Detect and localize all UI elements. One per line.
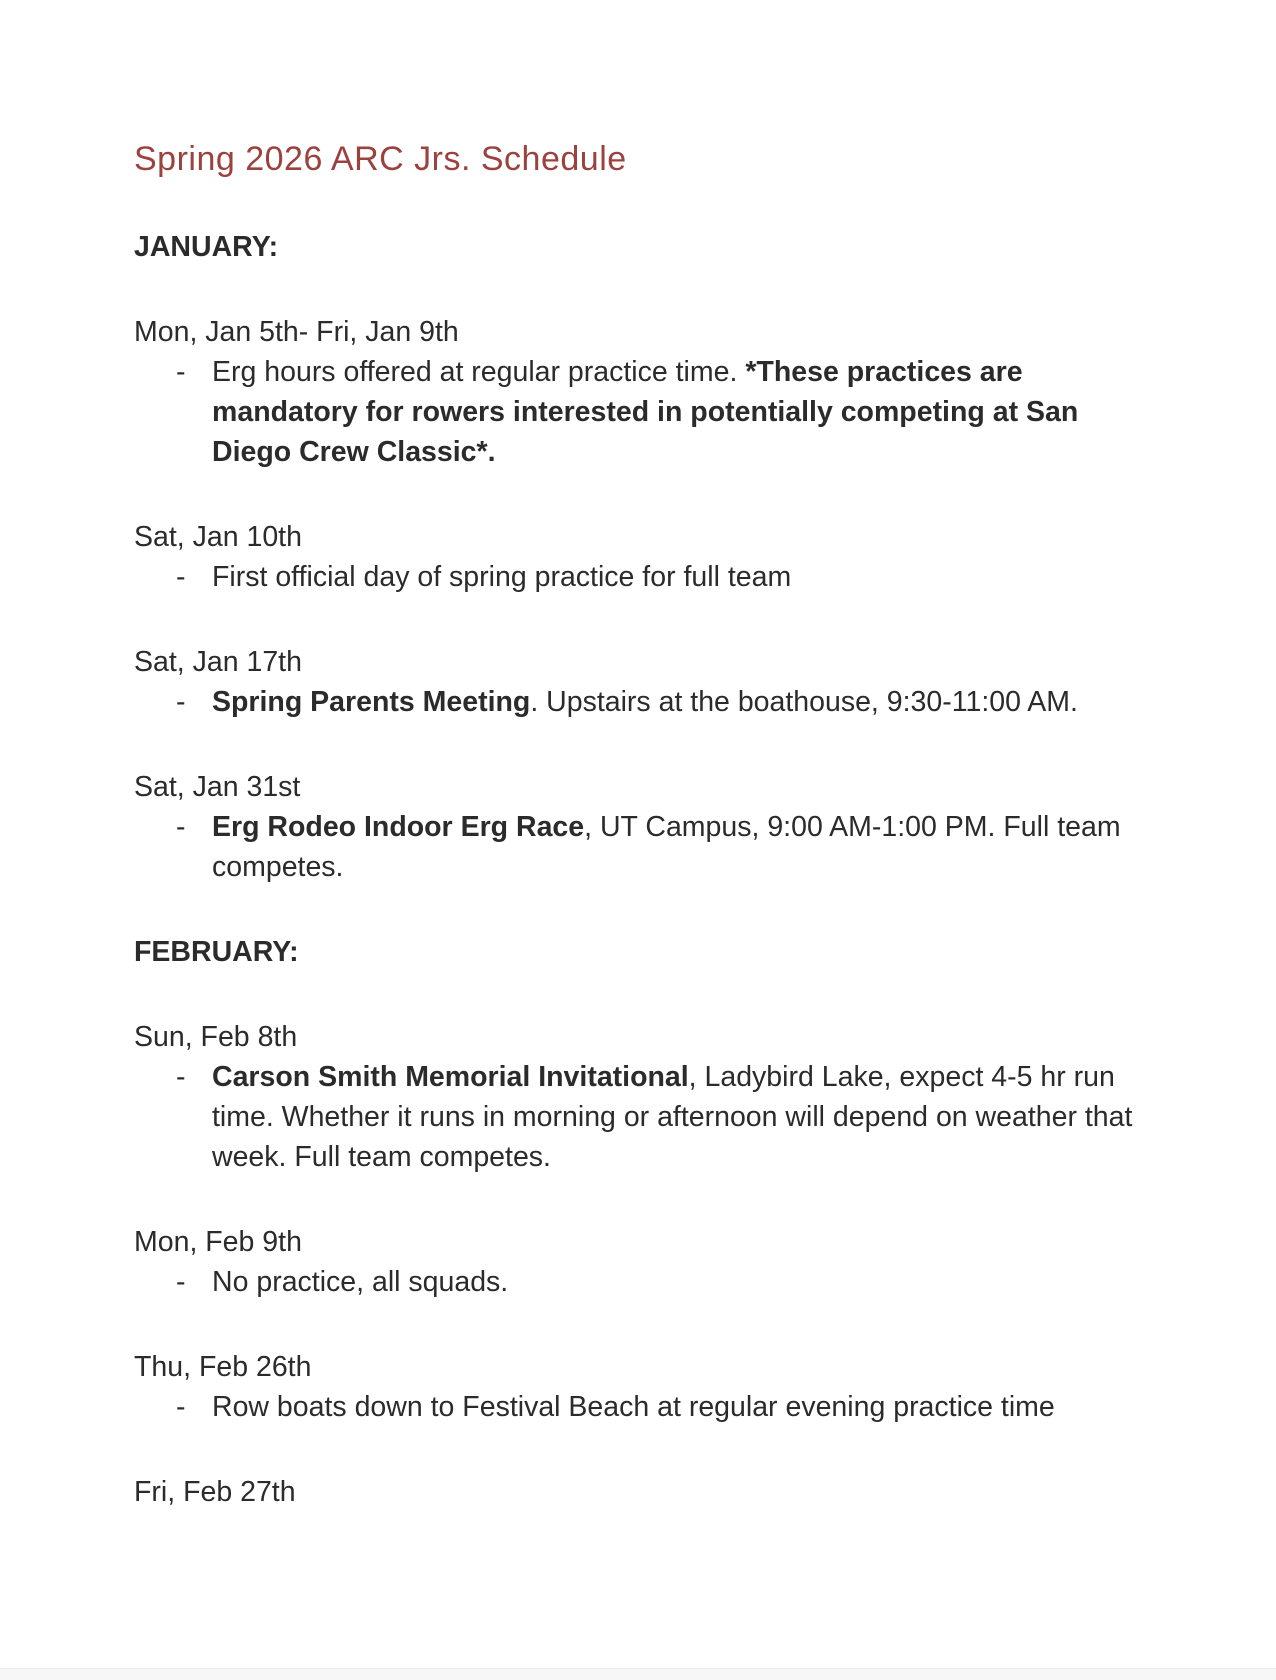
schedule-event: [134, 1472, 1154, 1512]
schedule-event: [134, 1222, 1154, 1302]
schedule-section: [134, 227, 1154, 887]
bullet-text: Row boats down to Festival Beach at regular evening practice time: [212, 1391, 1055, 1423]
bullet-text: Carson Smith Memorial Invitational, Ladybird Lake, expect 4-5 hr run time. Whether it runs in morning or afternoon will depend on weather that week. Full team competes.: [212, 1061, 1133, 1173]
bullet-text: First official day of spring practice for full team: [212, 561, 792, 593]
schedule-event: [134, 312, 1154, 472]
event-bullets: [134, 352, 1154, 472]
event-bullets: [134, 1387, 1154, 1427]
document-body: [134, 227, 1154, 1512]
event-date: Thu, Feb 26th: [134, 1351, 312, 1383]
bullet-dash: -: [176, 356, 186, 388]
event-bullet-item: [134, 557, 1154, 597]
event-date: Sat, Jan 10th: [134, 521, 302, 553]
schedule-event: [134, 1347, 1154, 1427]
bullet-dash: -: [176, 686, 186, 718]
event-bullet-item: [134, 807, 1154, 887]
schedule-event: [134, 517, 1154, 597]
event-bullets: [134, 1262, 1154, 1302]
bullet-dash: -: [176, 1061, 186, 1093]
schedule-section: [134, 932, 1154, 1512]
event-date: Fri, Feb 27th: [134, 1476, 296, 1508]
event-bullet-item: [134, 1057, 1154, 1177]
bullet-text: Spring Parents Meeting. Upstairs at the boathouse, 9:30-11:00 AM.: [212, 686, 1078, 718]
event-bullets: [134, 1057, 1154, 1177]
schedule-event: [134, 1017, 1154, 1177]
event-bullets: [134, 557, 1154, 597]
bullet-text: Erg Rodeo Indoor Erg Race, UT Campus, 9:00 AM-1:00 PM. Full team competes.: [212, 811, 1121, 883]
section-events: [134, 312, 1154, 887]
event-bullets: [134, 807, 1154, 887]
event-bullet-item: [134, 352, 1154, 472]
event-date: Mon, Feb 9th: [134, 1226, 302, 1258]
bullet-text: No practice, all squads.: [212, 1266, 509, 1298]
event-bullet-item: [134, 1387, 1154, 1427]
event-date: Mon, Jan 5th- Fri, Jan 9th: [134, 316, 459, 348]
event-date: Sat, Jan 31st: [134, 771, 301, 803]
event-date: Sat, Jan 17th: [134, 646, 302, 678]
page-bottom-edge: [0, 1668, 1276, 1680]
bullet-dash: -: [176, 561, 186, 593]
event-bullet-item: [134, 682, 1154, 722]
event-bullet-item: [134, 1262, 1154, 1302]
document-title: Spring 2026 ARC Jrs. Schedule: [134, 140, 627, 178]
schedule-event: [134, 767, 1154, 887]
bullet-dash: -: [176, 1266, 186, 1298]
section-heading: JANUARY:: [134, 231, 279, 263]
schedule-event: [134, 642, 1154, 722]
bullet-text: Erg hours offered at regular practice time. *These practices are mandatory for rowers interested in potentially competing at San Diego Crew Classic*.: [212, 356, 1079, 468]
bullet-dash: -: [176, 1391, 186, 1423]
bullet-dash: -: [176, 811, 186, 843]
section-heading: FEBRUARY:: [134, 936, 299, 968]
event-date: Sun, Feb 8th: [134, 1021, 298, 1053]
event-bullets: [134, 682, 1154, 722]
section-events: [134, 1017, 1154, 1512]
